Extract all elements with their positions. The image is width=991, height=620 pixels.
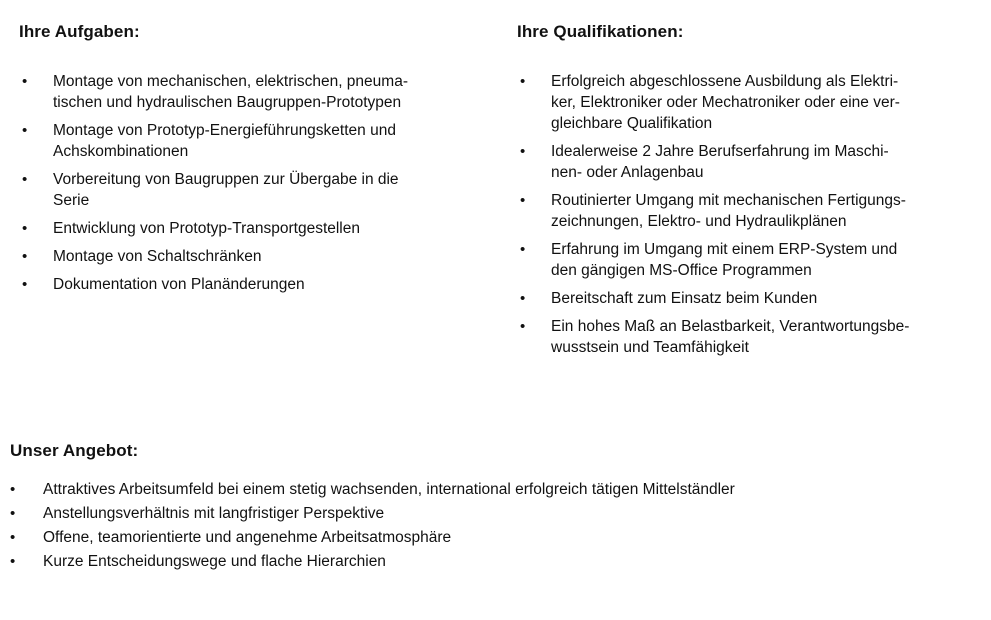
offer-item: [10, 551, 970, 572]
offer-section: [10, 441, 970, 575]
offer-item-text: Anstellungsverhältnis mit langfristiger Perspektive: [43, 505, 385, 522]
tasks-list: [19, 71, 489, 295]
text-line: nen- oder Anlagenbau: [551, 164, 704, 181]
qualification-item-text: [551, 316, 977, 358]
text-line: zeichnungen, Elektro- und Hydraulikplänen: [551, 213, 847, 230]
bullet-icon: •: [10, 529, 16, 546]
text-line: Idealerweise 2 Jahre Berufserfahrung im Maschi-: [551, 143, 889, 160]
bullet-icon: •: [22, 122, 28, 139]
qualifications-list: [517, 71, 977, 358]
bullet-icon: •: [22, 171, 28, 188]
text-line: Entwicklung von Prototyp-Transportgestellen: [53, 220, 360, 237]
task-item-text: [53, 169, 489, 211]
task-item: [19, 218, 489, 239]
offer-item-text: Kurze Entscheidungswege und flache Hierarchien: [43, 553, 386, 570]
text-line: ker, Elektroniker oder Mechatroniker oder eine ver-: [551, 94, 900, 111]
tasks-section: [19, 22, 489, 302]
text-line: Achskombinationen: [53, 143, 189, 160]
bullet-icon: •: [520, 318, 526, 335]
bullet-icon: •: [10, 481, 16, 498]
qualification-item: [517, 288, 977, 309]
qualification-item: [517, 190, 977, 232]
qualifications-heading: Ihre Qualifikationen:: [517, 22, 684, 41]
task-item: [19, 71, 489, 113]
bullet-icon: •: [22, 220, 28, 237]
offer-item-text: Attraktives Arbeitsumfeld bei einem stetig wachsenden, international erfolgreich tätigen Mittelständler: [43, 481, 735, 498]
text-line: Serie: [53, 192, 90, 209]
qualification-item-text: [551, 141, 977, 183]
qualification-item: [517, 141, 977, 183]
text-line: Vorbereitung von Baugruppen zur Übergabe in die: [53, 171, 399, 188]
qualification-item-text: [551, 190, 977, 232]
task-item: [19, 120, 489, 162]
offer-item-text: Offene, teamorientierte und angenehme Arbeitsatmosphäre: [43, 529, 452, 546]
bullet-icon: •: [22, 248, 28, 265]
qualification-item: [517, 316, 977, 358]
text-line: Montage von Schaltschränken: [53, 248, 262, 265]
task-item: [19, 274, 489, 295]
bullet-icon: •: [22, 276, 28, 293]
offer-item: [10, 479, 970, 500]
offer-item: [10, 527, 970, 548]
task-item-text: [53, 120, 489, 162]
offer-item: [10, 503, 970, 524]
task-item: [19, 246, 489, 267]
qualification-item-text: [551, 288, 977, 309]
qualifications-section: [517, 22, 977, 365]
task-item-text: [53, 274, 489, 295]
text-line: Erfahrung im Umgang mit einem ERP-System und: [551, 241, 898, 258]
offer-heading: Unser Angebot:: [10, 441, 139, 460]
text-line: Bereitschaft zum Einsatz beim Kunden: [551, 290, 818, 307]
text-line: Erfolgreich abgeschlossene Ausbildung als Elektri-: [551, 73, 899, 90]
bullet-icon: •: [520, 241, 526, 258]
task-item: [19, 169, 489, 211]
text-line: Ein hohes Maß an Belastbarkeit, Verantwortungsbe-: [551, 318, 910, 335]
text-line: gleichbare Qualifikation: [551, 115, 713, 132]
task-item-text: [53, 71, 489, 113]
text-line: Montage von mechanischen, elektrischen, pneuma-: [53, 73, 408, 90]
offer-list: [10, 479, 970, 572]
qualification-item: [517, 71, 977, 134]
bullet-icon: •: [520, 192, 526, 209]
qualification-item-text: [551, 239, 977, 281]
tasks-heading: Ihre Aufgaben:: [19, 22, 140, 41]
qualification-item-text: [551, 71, 977, 134]
bullet-icon: •: [22, 73, 28, 90]
bullet-icon: •: [10, 553, 16, 570]
bullet-icon: •: [520, 143, 526, 160]
task-item-text: [53, 246, 489, 267]
text-line: Routinierter Umgang mit mechanischen Fertigungs-: [551, 192, 906, 209]
task-item-text: [53, 218, 489, 239]
bullet-icon: •: [520, 73, 526, 90]
text-line: den gängigen MS-Office Programmen: [551, 262, 812, 279]
text-line: tischen und hydraulischen Baugruppen-Prototypen: [53, 94, 402, 111]
qualification-item: [517, 239, 977, 281]
bullet-icon: •: [10, 505, 16, 522]
bullet-icon: •: [520, 290, 526, 307]
text-line: wusstsein und Teamfähigkeit: [551, 339, 749, 356]
text-line: Montage von Prototyp-Energieführungsketten und: [53, 122, 396, 139]
text-line: Dokumentation von Planänderungen: [53, 276, 305, 293]
